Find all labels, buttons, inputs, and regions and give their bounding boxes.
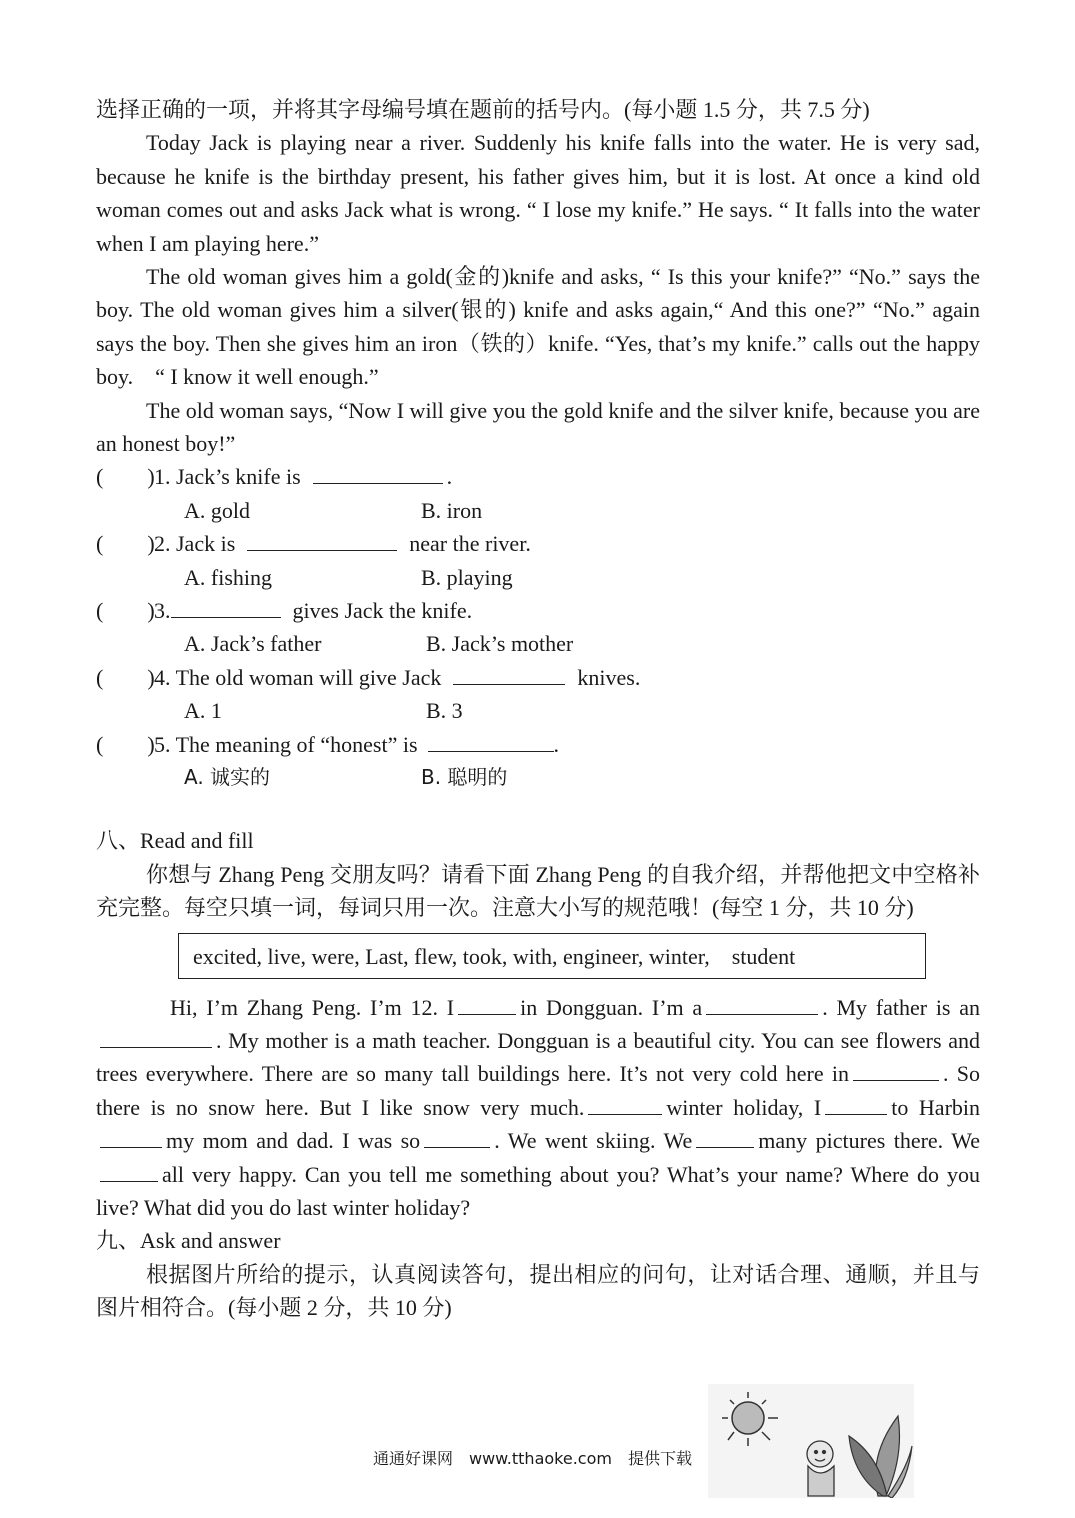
question-text: 4. The old woman will give Jack <box>154 664 442 690</box>
answer-paren[interactable]: ( ) <box>96 598 155 624</box>
question-text: 3. <box>154 598 171 624</box>
question-3-options <box>96 627 980 660</box>
blank-2[interactable] <box>706 992 818 1015</box>
question-text: 1. Jack’s knife is <box>154 464 301 490</box>
passage-paragraph-2: The old woman gives him a gold(金的)knife and asks, “ Is this your knife?” “No.” says the boy. The old woman gives him a silver(银的) knife and asks again,“ And this one?” “No.” again says the boy. Then she gives him an iron（铁的）knife. “Yes, that’s my knife.” calls out the happy boy. “ I know it well enough.” <box>96 264 980 390</box>
option-b: B. Jack’s mother <box>426 631 574 657</box>
passage-text: in Dongguan. I’m a <box>520 994 703 1020</box>
passage-text: my mom and dad. I was so <box>166 1128 421 1154</box>
option-a: A. fishing <box>184 564 272 590</box>
section8-instruction: 你想与 Zhang Peng 交朋友吗？请看下面 Zhang Peng 的自我介绍，并帮他把文中空格补充完整。每空只填一词，每词只用一次。注意大小写的规范哦！(每空 1 分，共 10 分) <box>96 861 980 921</box>
answer-blank[interactable] <box>313 461 443 484</box>
question-text-end: gives Jack the knife. <box>292 598 473 624</box>
passage-text: Hi, I’m Zhang Peng. I’m 12. I <box>170 994 455 1020</box>
question-text: 5. The meaning of “honest” is <box>154 731 418 757</box>
question-text: 2. Jack is <box>154 531 236 557</box>
section8-heading: 八、Read and fill <box>96 828 254 854</box>
question-5 <box>96 728 980 761</box>
question-text-end: knives. <box>577 664 641 690</box>
section7-instruction: 选择正确的一项，并将其字母编号填在题前的括号内。(每小题 1.5 分，共 7.5 分) <box>96 97 870 122</box>
blank-9[interactable] <box>696 1125 754 1148</box>
blank-4[interactable] <box>853 1058 939 1081</box>
question-1-options <box>96 494 980 527</box>
question-4 <box>96 661 980 694</box>
option-b: B. iron <box>421 497 483 523</box>
passage-text: . My mother is a math teacher. Dongguan is a beautiful city. You can see flowers and trees everywhere. There are so many tall buildings here. It’s not very cold here in <box>96 1028 980 1087</box>
passage-text: to Harbin <box>891 1094 981 1120</box>
worksheet-page <box>96 93 980 1325</box>
passage-text: . My father is an <box>822 994 981 1020</box>
option-a: A. 1 <box>184 698 222 724</box>
answer-blank[interactable] <box>453 662 565 685</box>
word-bank: excited, live, were, Last, flew, took, with, engineer, winter, student <box>193 943 796 969</box>
passage-text: all very happy. Can you tell me something about you? What’s your name? Where do you live? What did you do last winter holiday? <box>96 1161 980 1221</box>
passage-paragraph-1: Today Jack is playing near a river. Suddenly his knife falls into the water. He is very sad, because he knife is the birthday present, his father gives him, but it is lost. At once a kind old woman comes out and asks Jack what is wrong. “ I lose my knife.” He says. “ It falls into the water when I am playing here.” <box>96 130 980 256</box>
option-b: B. 聪明的 <box>421 764 508 789</box>
answer-blank[interactable] <box>171 595 281 618</box>
section9-instruction: 根据图片所给的提示，认真阅读答句，提出相应的问句，让对话合理、通顺，并且与图片相符合。(每小题 2 分，共 10 分) <box>96 1261 980 1321</box>
passage-paragraph-3: The old woman says, “Now I will give you the gold knife and the silver knife, because you are an honest boy!” <box>96 397 980 457</box>
word-bank-box <box>178 933 926 979</box>
blank-8[interactable] <box>424 1125 490 1148</box>
option-a: A. gold <box>184 497 250 523</box>
passage-text: . So there is no snow here. But I like snow very much. <box>96 1061 980 1120</box>
blank-5[interactable] <box>588 1092 662 1115</box>
passage-text: . We went skiing. We <box>494 1128 693 1154</box>
blank-7[interactable] <box>100 1125 162 1148</box>
answer-blank[interactable] <box>428 729 554 752</box>
question-2-options <box>96 561 980 594</box>
blank-10[interactable] <box>100 1159 158 1182</box>
sunny-day-illustration <box>708 1384 914 1498</box>
answer-paren[interactable]: ( ) <box>96 464 155 490</box>
fill-passage <box>96 991 980 1225</box>
answer-blank[interactable] <box>247 528 397 551</box>
blank-3[interactable] <box>100 1025 212 1048</box>
blank-1[interactable] <box>458 992 516 1015</box>
answer-paren[interactable]: ( ) <box>96 664 155 690</box>
question-text-end: . <box>446 464 453 490</box>
question-2 <box>96 527 980 560</box>
question-3 <box>96 594 980 627</box>
section9-heading: 九、Ask and answer <box>96 1228 281 1254</box>
passage-text: many pictures there. We <box>758 1128 981 1154</box>
question-text-end: . <box>553 731 560 757</box>
blank-6[interactable] <box>825 1092 887 1115</box>
question-5-options <box>96 761 980 794</box>
question-1 <box>96 460 980 493</box>
option-a: A. 诚实的 <box>184 764 271 789</box>
answer-paren[interactable]: ( ) <box>96 531 155 557</box>
option-b: B. 3 <box>426 698 463 724</box>
question-text-end: near the river. <box>409 531 531 557</box>
footer-credit: 通通好课网 www.tthaoke.com 提供下载 <box>373 1449 692 1468</box>
option-a: A. Jack’s father <box>184 631 322 657</box>
option-b: B. playing <box>421 564 513 590</box>
answer-paren[interactable]: ( ) <box>96 731 155 757</box>
passage-text: winter holiday, I <box>666 1094 822 1120</box>
question-4-options <box>96 694 980 727</box>
